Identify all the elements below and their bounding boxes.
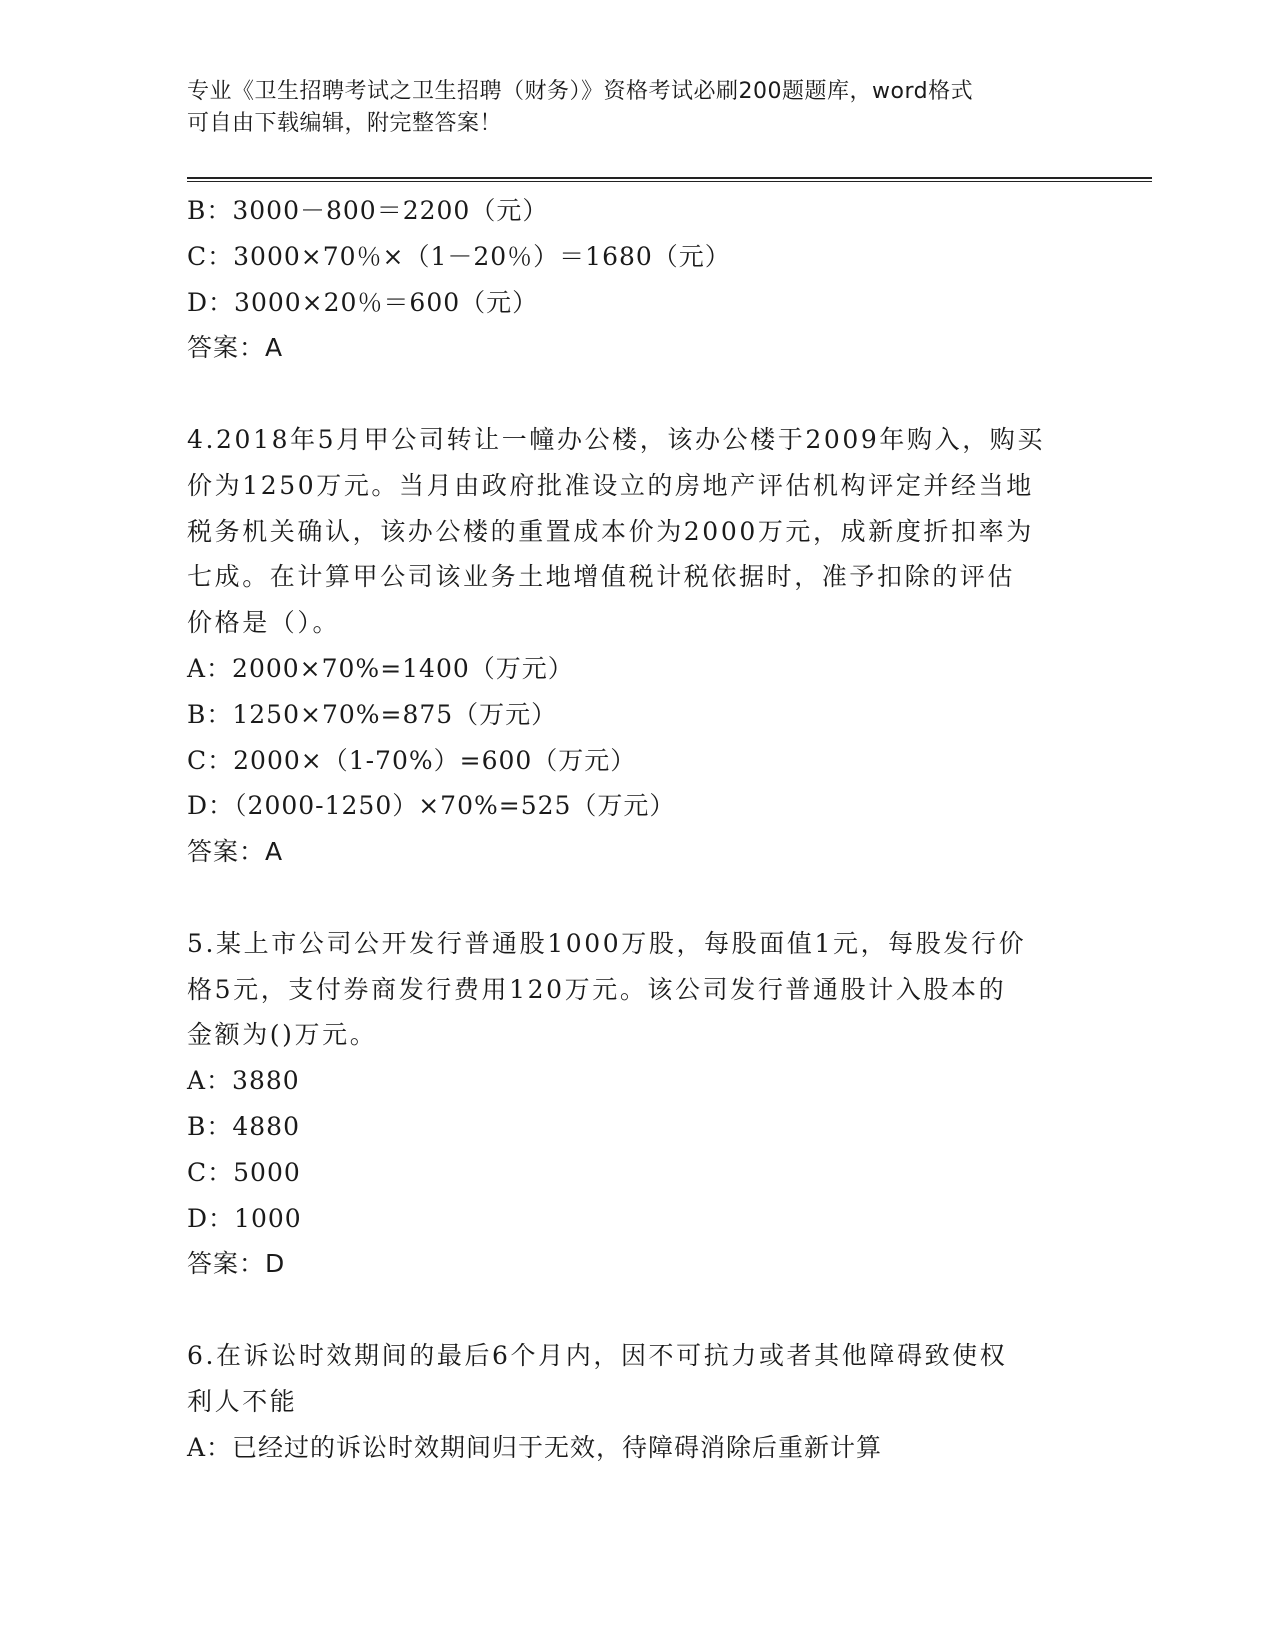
question-stem-line: 七成。在计算甲公司该业务土地增值税计税依据时，准予扣除的评估: [187, 562, 1016, 592]
question-stem-line: 利人不能: [187, 1386, 298, 1416]
option-a: A：3880: [187, 1066, 300, 1096]
option-d: D：3000×20％＝600（元）: [187, 287, 539, 317]
question-stem-line: 4.2018年5月甲公司转让一幢办公楼，该办公楼于2009年购入，购买: [187, 424, 1046, 454]
header-rule-thin: [187, 181, 1152, 182]
spacer: [187, 875, 1087, 921]
option-b: B：1250×70%=875（万元）: [187, 699, 558, 729]
question-stem-line: 金额为()万元。: [187, 1020, 378, 1050]
option-b: B：3000－800＝2200（元）: [187, 196, 549, 225]
question-stem-line: 价为1250万元。当月由政府批准设立的房地产评估机构评定并经当地: [187, 470, 1034, 500]
spacer: [187, 1287, 1087, 1333]
document-header: 专业《卫生招聘考试之卫生招聘（财务）》资格考试必刷200题题库，word格式 可自由下载编辑，附完整答案！: [187, 79, 974, 136]
option-d: D：（2000-1250）×70%=525（万元）: [187, 791, 676, 821]
question-stem-line: 6.在诉讼时效期间的最后6个月内，因不可抗力或者其他障碍致使权: [187, 1340, 1008, 1370]
option-d: D：1000: [187, 1203, 302, 1233]
answer-line: 答案：A: [187, 333, 284, 363]
answer-line: 答案：D: [187, 1249, 286, 1279]
option-c: C：3000×70％×（1－20％）＝1680（元）: [187, 241, 731, 271]
question-stem-line: 税务机关确认，该办公楼的重置成本价为2000万元，成新度折扣率为: [187, 516, 1034, 546]
question-4: [187, 417, 1087, 875]
question-5: [187, 921, 1087, 1287]
question-6: [187, 1333, 1087, 1470]
option-c: C：5000: [187, 1157, 301, 1187]
answer-line: 答案：A: [187, 837, 284, 867]
option-c: C：2000×（1-70%）=600（万元）: [187, 745, 637, 775]
spacer: [187, 371, 1087, 417]
option-a: A：2000×70%=1400（万元）: [187, 653, 574, 683]
header-rule: [187, 177, 1152, 179]
option-b: B：4880: [187, 1111, 300, 1141]
question-content: [187, 188, 1087, 1470]
option-a: A：已经过的诉讼时效期间归于无效，待障碍消除后重新计算: [187, 1432, 883, 1462]
question-3-tail: [187, 188, 1087, 371]
question-stem-line: 价格是（）。: [187, 608, 341, 638]
question-stem-line: 格5元，支付券商发行费用120万元。该公司发行普通股计入股本的: [187, 974, 1007, 1004]
question-stem-line: 5.某上市公司公开发行普通股1000万股，每股面值1元，每股发行价: [187, 928, 1027, 958]
